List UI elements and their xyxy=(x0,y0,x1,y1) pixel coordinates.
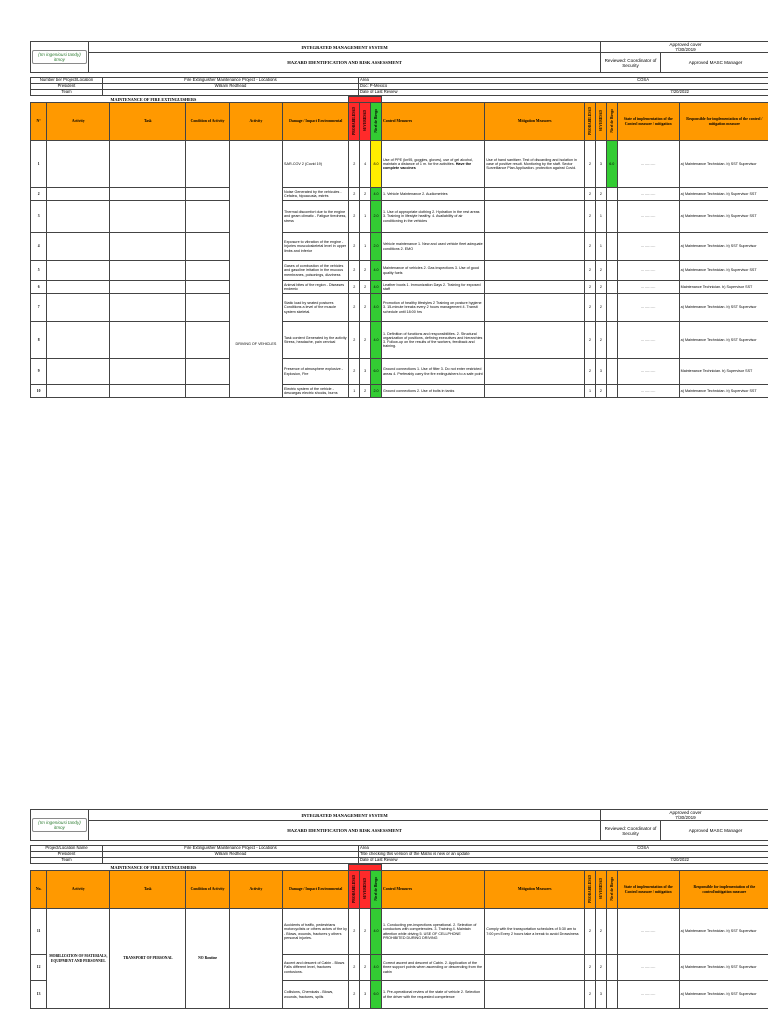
task-cell xyxy=(110,233,186,261)
activity-cell xyxy=(47,385,110,398)
row-number: 8 xyxy=(31,322,47,359)
probability-value: 2 xyxy=(349,359,360,385)
probability-value: 2 xyxy=(349,201,360,233)
state-cell: ………… xyxy=(617,261,679,281)
table-row xyxy=(31,188,768,201)
col-probability-2: PROBABILIDAD xyxy=(587,106,592,135)
risk-level-value: 4.0 xyxy=(371,261,382,281)
risk-level-value: 2.0 xyxy=(371,233,382,261)
col-activity2-p2: Activity xyxy=(229,871,282,909)
document-header-2 xyxy=(30,809,768,841)
risk-level-value: 6.0 xyxy=(371,981,382,1009)
risk-level-value: 4.0 xyxy=(371,322,382,359)
col-damage: Damage / Impact Environmental xyxy=(283,103,349,141)
mitigation-cell xyxy=(485,385,585,398)
table-row xyxy=(31,322,768,359)
table-row xyxy=(31,233,768,261)
project-label-2: Project/Location Name xyxy=(31,846,103,852)
residual-probability: 2 xyxy=(585,261,596,281)
risk-level-value: 4.0 xyxy=(371,955,382,981)
severity-value: 2 xyxy=(360,261,371,281)
col-damage-p2: Damage / Impact Environmental xyxy=(283,871,349,909)
residual-probability: 2 xyxy=(585,294,596,322)
review-row-2: Date of Last Review 7/20/2022 xyxy=(359,858,768,864)
table-row xyxy=(31,281,768,294)
col-state-p2: State of implementation of the Control measure / mitigation xyxy=(617,871,679,909)
control-cell: Ground connections 1. Use of filter 3. Do not enter restricted areas 4. Preferably carry the fire extinguishers to a safe point xyxy=(381,359,484,385)
damage-cell: Static load by seated postures Conditions a level of the muscle system skeletal. xyxy=(283,294,349,322)
residual-level xyxy=(606,201,617,233)
responsible-cell: a) Maintenance Technician. b) Supervisor SST xyxy=(679,261,768,281)
col-severity-2: SEVERIDAD xyxy=(598,110,603,132)
residual-probability: 2 xyxy=(585,359,596,385)
area-row: Area COSA xyxy=(359,78,768,84)
residual-probability: 2 xyxy=(585,322,596,359)
col-probability-p2: PROBABILIDAD xyxy=(352,874,357,903)
residual-severity: 3 xyxy=(596,981,607,1009)
task-cell xyxy=(110,322,186,359)
task-transport: TRANSPORT OF PERSONAL xyxy=(110,909,186,1009)
damage-cell: Thermal discomfort due to the engine and geam climatic - Fatigue tiredness, stress xyxy=(283,201,349,233)
residual-severity: 2 xyxy=(596,188,607,201)
col-risk-level: Nivel de Riesgo xyxy=(373,109,378,133)
residual-probability: 2 xyxy=(585,281,596,294)
residual-severity: 3 xyxy=(596,359,607,385)
col-activity-p2: Activity xyxy=(47,871,110,909)
mitigation-cell xyxy=(485,294,585,322)
state-cell: ………… xyxy=(617,141,679,188)
col-control-p2: Control Measures xyxy=(381,871,484,909)
row-number: 2 xyxy=(31,188,47,201)
col-state: State of implementation of the Control measure / mitigation xyxy=(617,103,679,141)
table-row xyxy=(31,141,768,188)
col-no: N° xyxy=(31,103,47,141)
residual-level xyxy=(606,233,617,261)
task-cell xyxy=(110,141,186,188)
mitigation-cell xyxy=(485,359,585,385)
row-number: 5 xyxy=(31,261,47,281)
col-probability: PROBABILIDAD xyxy=(352,106,357,135)
damage-cell: Electric system of the vehicle - descargas electric shocks, burns xyxy=(283,385,349,398)
band-title: MAINTENANCE OF FIRE EXTINGUISHERS xyxy=(110,96,197,102)
mitigation-cell xyxy=(485,281,585,294)
president-label: President xyxy=(31,84,103,90)
residual-probability: 2 xyxy=(585,188,596,201)
row-number: 6 xyxy=(31,281,47,294)
severity-value: 1 xyxy=(360,233,371,261)
table-row xyxy=(31,909,768,955)
col-severity: SEVERIDAD xyxy=(363,110,368,132)
mitigation-cell xyxy=(485,233,585,261)
residual-level xyxy=(606,261,617,281)
state-cell: ………… xyxy=(617,233,679,261)
state-cell: ………… xyxy=(617,322,679,359)
residual-level xyxy=(606,909,617,955)
residual-level xyxy=(606,955,617,981)
area-row-2: Area COSA xyxy=(359,846,768,852)
control-cell: Vehicle maintenance 1. New and used vehicle fleet adequate conditions 2. EMO xyxy=(381,233,484,261)
activity-cell xyxy=(47,359,110,385)
row-number: 1 xyxy=(31,141,47,188)
activity-cell xyxy=(47,322,110,359)
mitigation-cell xyxy=(485,955,585,981)
company-logo: (Im ingeniousi tandy) itmoy xyxy=(31,42,89,73)
document-title: HAZARD IDENTIFICATION AND RISK ASSESSMENT xyxy=(89,53,601,73)
review-row: Date of Last Review 7/20/2022 xyxy=(359,90,768,96)
probability-value: 2 xyxy=(349,233,360,261)
system-title: INTEGRATED MANAGEMENT SYSTEM xyxy=(89,42,601,53)
row-number: 10 xyxy=(31,385,47,398)
risk-level-value: 2.0 xyxy=(371,201,382,233)
condition-cell xyxy=(186,201,229,233)
residual-level xyxy=(606,981,617,1009)
team-label-2: Team xyxy=(31,858,103,864)
damage-cell: Animal bites of the region - Diseases endemic xyxy=(283,281,349,294)
condition-cell xyxy=(186,281,229,294)
severity-value: 1 xyxy=(360,201,371,233)
activity-cell xyxy=(47,281,110,294)
mitigation-cell: Use of hand sanitizer. Test of discarding and isolation in case of positive result. Monitoring by the staff. Sector Surveillance Plan Application. protection against Covid. xyxy=(485,141,585,188)
residual-severity: 2 xyxy=(596,261,607,281)
president-label-2: President xyxy=(31,852,103,858)
col-no-p2: No. xyxy=(31,871,47,909)
severity-value: 2 xyxy=(360,281,371,294)
responsible-cell: a) Maintenance Technician. b) SST Supervisor xyxy=(679,294,768,322)
doc-note-2: Title checking this version of the Matrix is new or an update xyxy=(359,852,768,858)
sheet-page-1 xyxy=(30,41,768,398)
risk-level-value: 4.0 xyxy=(371,909,382,955)
state-cell: ………… xyxy=(617,294,679,322)
residual-severity: 1 xyxy=(596,201,607,233)
row-number: 7 xyxy=(31,294,47,322)
damage-cell: Ascent and descent of Cabin - Blows Falls different level, fractures contusions. xyxy=(283,955,349,981)
residual-level xyxy=(606,359,617,385)
damage-cell: Gases of combustion of the vehicles and gasoline irritation in the mucous membranes, poisonings, dizziness xyxy=(283,261,349,281)
severity-value: 3 xyxy=(360,359,371,385)
task-cell xyxy=(110,294,186,322)
doc-code: Doc: P-Mexico xyxy=(359,84,768,90)
col-risk-level2-p2: Nivel de Riesgo xyxy=(609,877,614,901)
band-title-2: MAINTENANCE OF FIRE EXTINGUISHERS xyxy=(110,864,197,870)
activity-cell xyxy=(47,201,110,233)
responsible-cell: Maintenance Technician. b) Supervisor SST xyxy=(679,281,768,294)
president-name-2: William Redhead xyxy=(103,852,359,858)
risk-level-value: 4.0 xyxy=(371,294,382,322)
col-activity-2: Activity xyxy=(229,103,282,141)
activity-cell xyxy=(229,909,282,1009)
table-row xyxy=(31,359,768,385)
severity-value: 4 xyxy=(360,141,371,188)
col-probability2-p2: PROBABILIDAD xyxy=(587,874,592,903)
residual-level xyxy=(606,294,617,322)
residual-severity: 3 xyxy=(596,141,607,188)
residual-severity: 2 xyxy=(596,385,607,398)
state-cell: ………… xyxy=(617,359,679,385)
task-cell xyxy=(110,281,186,294)
table-row xyxy=(31,201,768,233)
residual-severity: 2 xyxy=(596,281,607,294)
probability-value: 1 xyxy=(349,385,360,398)
risk-matrix-2 xyxy=(30,864,768,1009)
project-info xyxy=(30,77,768,96)
residual-level xyxy=(606,188,617,201)
responsible-cell: a) Maintenance Technician. b) Supervisor SST xyxy=(679,201,768,233)
control-cell: Correct ascent and descent of Cabin. 2. Application of the three support points when ascending or descending from the cabin xyxy=(381,955,484,981)
severity-value: 2 xyxy=(360,294,371,322)
responsible-cell: a) Maintenance Technician. b) Supervisor SST xyxy=(679,188,768,201)
risk-level-value: 4.0 xyxy=(371,188,382,201)
task-cell xyxy=(110,188,186,201)
state-cell: ………… xyxy=(617,981,679,1009)
condition-no-routine: NO Routine xyxy=(186,909,229,1009)
condition-cell xyxy=(186,322,229,359)
row-number: 13 xyxy=(31,981,47,1009)
activity-cell xyxy=(47,233,110,261)
system-title-2: INTEGRATED MANAGEMENT SYSTEM xyxy=(89,810,601,821)
condition-cell xyxy=(186,141,229,188)
responsible-cell: a) Maintenance Technician. b) SST Supervisor xyxy=(679,981,768,1009)
damage-cell: SAR-COV 2 (Covid 19) xyxy=(283,141,349,188)
probability-value: 2 xyxy=(349,281,360,294)
col-mitigation-p2: Mitigation Measures xyxy=(485,871,585,909)
state-cell: ………… xyxy=(617,385,679,398)
condition-cell xyxy=(186,261,229,281)
risk-level-value: 6.0 xyxy=(371,359,382,385)
responsible-cell: a) Maintenance Technician. b) SST Supervisor xyxy=(679,233,768,261)
responsible-cell: Maintenance Technician. b) Supervisor SST xyxy=(679,359,768,385)
col-responsible: Responsible for implementation of the control / mitigation measure xyxy=(679,103,768,141)
col-risk-level-2: Nivel de Riesgo xyxy=(609,109,614,133)
col-risk-level-p2: Nivel de Riesgo xyxy=(373,877,378,901)
row-number: 3 xyxy=(31,201,47,233)
severity-value: 2 xyxy=(360,322,371,359)
residual-probability: 2 xyxy=(585,201,596,233)
damage-cell: Collisions, Chemicals - Blows, wounds, fractures, spills xyxy=(283,981,349,1009)
residual-probability: 1 xyxy=(585,385,596,398)
document-title-2: HAZARD IDENTIFICATION AND RISK ASSESSMENT xyxy=(89,821,601,841)
row-number: 4 xyxy=(31,233,47,261)
damage-cell: Noise Generated by the vehicules - Cefalea, hipoacusia, estrés xyxy=(283,188,349,201)
activity-cell xyxy=(47,141,110,188)
col-activity: Activity xyxy=(47,103,110,141)
control-cell: 1. Vehicle Maintenance 2. Audiometries xyxy=(381,188,484,201)
approved-by: Approved MASC Manager xyxy=(661,53,768,73)
probability-value: 2 xyxy=(349,981,360,1009)
control-emphasis: Have the complete vaccines xyxy=(382,161,472,171)
col-mitigation: Mitigation Measures xyxy=(485,103,585,141)
activity-cell xyxy=(47,188,110,201)
probability-value: 2 xyxy=(349,261,360,281)
residual-probability: 2 xyxy=(585,955,596,981)
risk-level-value: 2.0 xyxy=(371,385,382,398)
control-cell: 1. Pre-operational review of the state of vehicle 2. Selection of the driver with the requested competence xyxy=(381,981,484,1009)
mitigation-cell xyxy=(485,188,585,201)
project-name-2: Fire Extinguisher Maintenance Project - Locations xyxy=(103,846,359,852)
control-cell: Ground connections 2. Use of bolts in tanks xyxy=(381,385,484,398)
residual-level: 6.0 xyxy=(606,141,617,188)
damage-cell: Exposure to vibration of the engine - Injuries musculoskeletal level in upper limbs and inferior xyxy=(283,233,349,261)
risk-matrix-1 xyxy=(30,96,768,398)
task-cell xyxy=(110,385,186,398)
state-cell: ………… xyxy=(617,201,679,233)
risk-level-value: 8.0 xyxy=(371,141,382,188)
mitigation-cell xyxy=(485,981,585,1009)
residual-severity: 2 xyxy=(596,955,607,981)
responsible-cell: a) Maintenance Technician. b) SST Supervisor xyxy=(679,322,768,359)
approved-by-2: Approved MASC Manager xyxy=(661,821,768,841)
row-number: 12 xyxy=(31,955,47,981)
residual-level xyxy=(606,281,617,294)
document-header xyxy=(30,41,768,73)
residual-severity: 1 xyxy=(596,233,607,261)
activity-cell xyxy=(47,261,110,281)
company-logo-2: (Im ingeniousi tandy) itmoy xyxy=(31,810,89,841)
residual-probability: 2 xyxy=(585,233,596,261)
reviewed-by: Reviewed: Coordinator of Security xyxy=(601,53,661,73)
residual-probability: 2 xyxy=(585,141,596,188)
responsible-cell: a) Maintenance Technician. b) SST Supervisor xyxy=(679,141,768,188)
responsible-cell: a) Maintenance Technician. b) Supervisor SST xyxy=(679,385,768,398)
state-cell: ………… xyxy=(617,909,679,955)
row-number: 11 xyxy=(31,909,47,955)
activity-driving-vehicles: DRIVING OF VEHICLES xyxy=(229,141,282,398)
mitigation-cell xyxy=(485,201,585,233)
residual-severity: 2 xyxy=(596,322,607,359)
col-severity2-p2: SEVERIDAD xyxy=(598,878,603,900)
col-condition-p2: Condition of Activity xyxy=(186,871,229,909)
control-cell: 1. Use of appropriate clothing 2. Hydration in the rest areas 3. Training in lifestyle healthy. 4. Availability of air conditioning in the vehicles xyxy=(381,201,484,233)
severity-value: 2 xyxy=(360,955,371,981)
project-info-2 xyxy=(30,845,768,864)
row-number: 9 xyxy=(31,359,47,385)
risk-level-value: 4.0 xyxy=(371,281,382,294)
mitigation-cell xyxy=(485,322,585,359)
control-cell: Promotion of healthy lifestyles 2 Training on posture hygiene 3. 15-minute breaks every 2 hours management 4. Transit schedule until 18:00 hrs xyxy=(381,294,484,322)
table-row xyxy=(31,385,768,398)
task-cell xyxy=(110,201,186,233)
probability-value: 2 xyxy=(349,294,360,322)
control-cell: 1. Conducting pre-inspections operational. 2. Selection of conductors with competencies. 3. Training 4. Maintain attention while driving 5. USE OF CELLPHONE PROHIBITED DURING DRIVING xyxy=(381,909,484,955)
president-name: William Redhead xyxy=(103,84,359,90)
control-cell: Maintenance of vehicles 2. Gas inspections 3. Use of good quality fuels xyxy=(381,261,484,281)
severity-value: 2 xyxy=(360,385,371,398)
state-cell: ………… xyxy=(617,188,679,201)
condition-cell xyxy=(186,294,229,322)
mitigation-cell: Comply with the transportation schedules of 5:30 am to 7:00 pm Every 2 hours take a break to avoid Drowsiness xyxy=(485,909,585,955)
residual-severity: 2 xyxy=(596,909,607,955)
approval-date-2: Approved cover 7/30/2019 xyxy=(601,810,768,821)
team-label: Team xyxy=(31,90,103,96)
table-row xyxy=(31,294,768,322)
approval-date: Approved cover 7/30/2019 xyxy=(601,42,768,53)
probability-value: 2 xyxy=(349,322,360,359)
state-cell: ………… xyxy=(617,955,679,981)
control-cell: 1. Definition of functions and responsibilities. 2. Structural organization of positions, defining executives and hierarchies 3. Follow-up on the results of the workers, feedback and training. xyxy=(381,322,484,359)
col-task: Task xyxy=(110,103,186,141)
damage-cell: Task content Generated by the activity Stress, headache, pain cervical xyxy=(283,322,349,359)
residual-probability: 2 xyxy=(585,981,596,1009)
damage-cell: Presence of atmosphere explosive - Explosion, Fire xyxy=(283,359,349,385)
col-severity-p2: SEVERIDAD xyxy=(363,878,368,900)
responsible-cell: a) Maintenance Technician. b) SST Supervisor xyxy=(679,955,768,981)
condition-cell xyxy=(186,359,229,385)
probability-value: 2 xyxy=(349,955,360,981)
project-name: Fire Extinguisher Maintenance Project - Locations xyxy=(103,78,359,84)
damage-cell: Accidents of traffic, pedestrians motorcyclists or others actors of the ky - Blows, wounds, fractures y others personal injuries. xyxy=(283,909,349,955)
mitigation-cell xyxy=(485,261,585,281)
residual-probability: 2 xyxy=(585,909,596,955)
residual-level xyxy=(606,322,617,359)
col-control: Control Measures xyxy=(381,103,484,141)
condition-cell xyxy=(186,233,229,261)
severity-value: 2 xyxy=(360,188,371,201)
residual-severity: 2 xyxy=(596,294,607,322)
task-cell xyxy=(110,261,186,281)
probability-value: 2 xyxy=(349,141,360,188)
reviewed-by-2: Reviewed: Coordinator of Security xyxy=(601,821,661,841)
probability-value: 2 xyxy=(349,188,360,201)
activity-cell xyxy=(47,294,110,322)
probability-value: 2 xyxy=(349,909,360,955)
project-number-label: Number ber Project/Location xyxy=(31,78,103,84)
col-condition: Condition of Activity xyxy=(186,103,229,141)
activity-mobilization: MOBILIZATION OF MATERIALS, EQUIPMENT AND PERSONNEL xyxy=(47,909,110,1009)
state-cell: ………… xyxy=(617,281,679,294)
condition-cell xyxy=(186,385,229,398)
control-cell: Leather boots 1. Immunization Days 2. Training for exposed staff xyxy=(381,281,484,294)
control-cell: Use of PPE (kn95, goggles, gloves), use of gel alcohol, maintain a distance of 1 m. for the activities. Have the complete vaccines xyxy=(381,141,484,188)
severity-value: 3 xyxy=(360,981,371,1009)
task-cell xyxy=(110,359,186,385)
responsible-cell: a) Maintenance Technician. b) SST Supervisor xyxy=(679,909,768,955)
condition-cell xyxy=(186,188,229,201)
col-responsible-p2: Responsible for implementation of the control/mitigation measure xyxy=(679,871,768,909)
table-row xyxy=(31,261,768,281)
residual-level xyxy=(606,385,617,398)
col-task-p2: Task xyxy=(110,871,186,909)
severity-value: 2 xyxy=(360,909,371,955)
sheet-page-2 xyxy=(30,809,768,1009)
